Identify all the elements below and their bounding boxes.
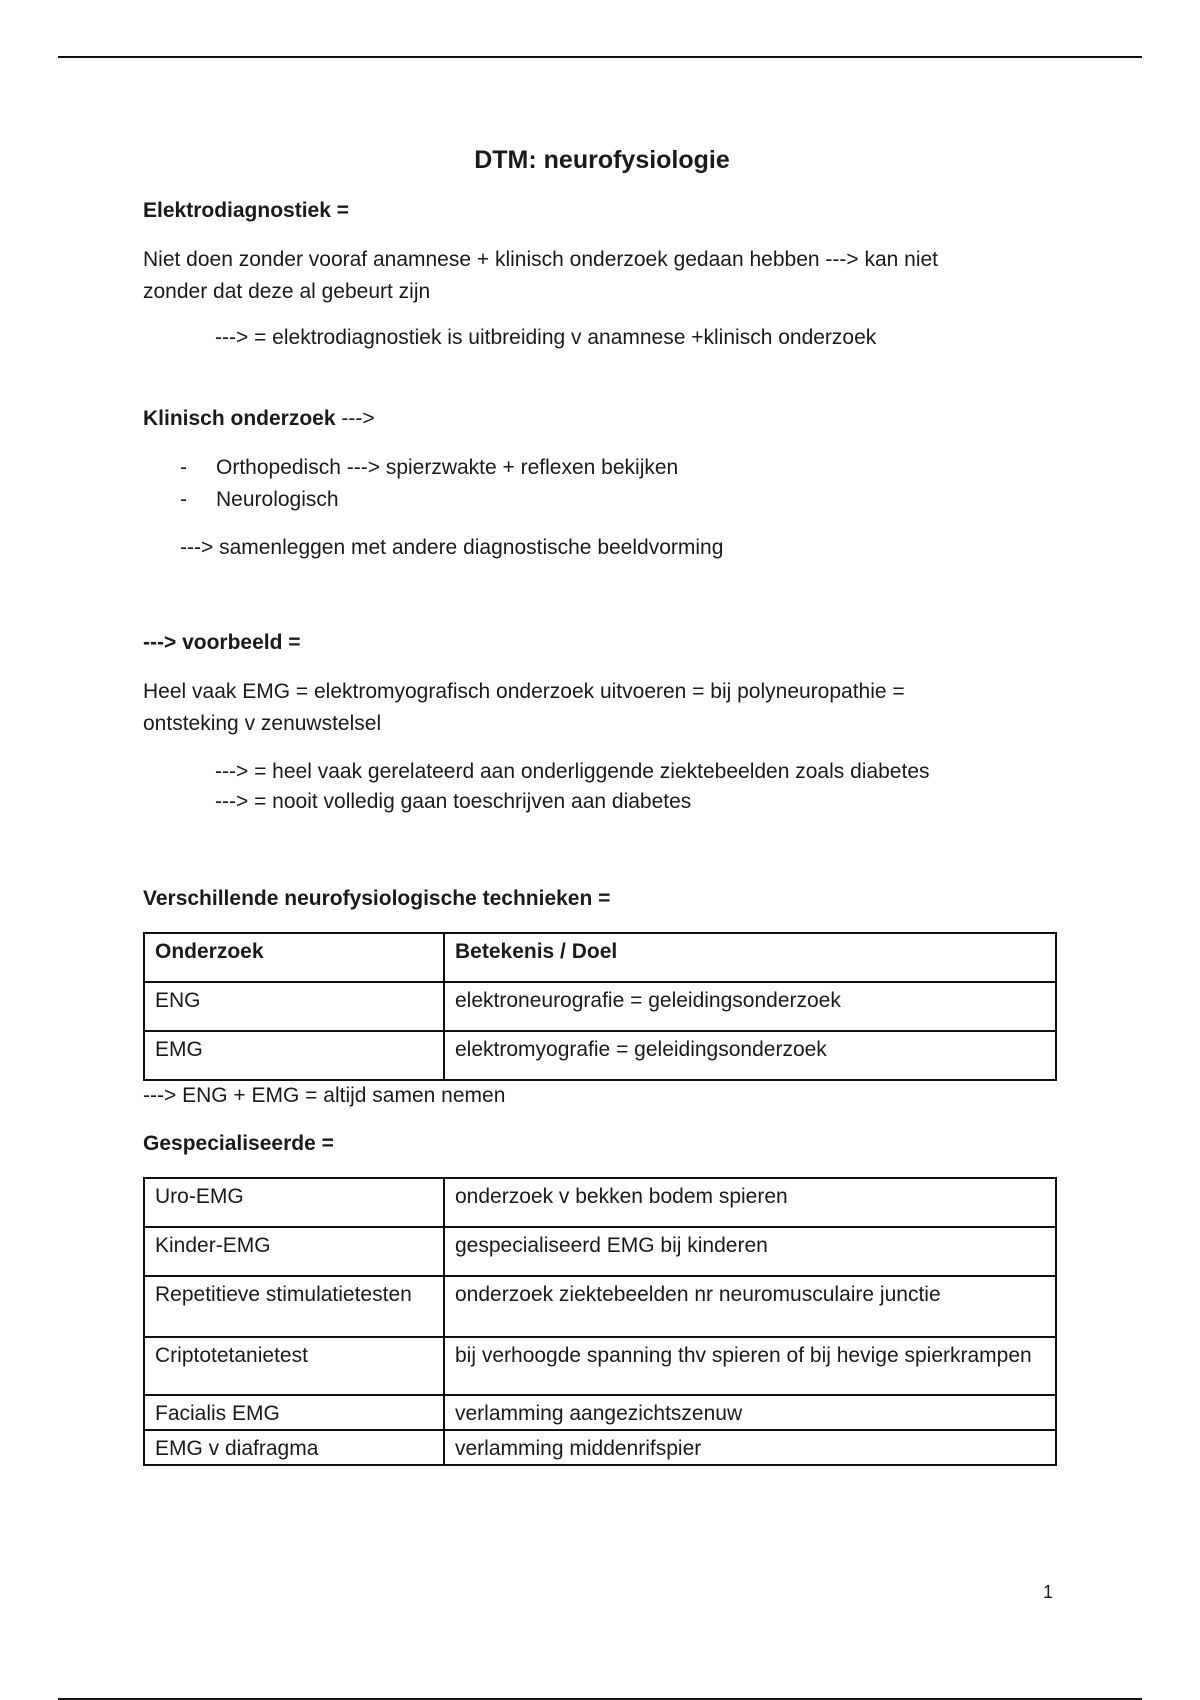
bullet-dash-icon: - <box>180 456 187 479</box>
table-cell: bij verhoogde spanning thv spieren of bij hevige spierkrampen <box>444 1337 1056 1395</box>
table-cell: onderzoek ziektebeelden nr neuromusculaire junctie <box>444 1276 1056 1337</box>
arrow-note: ---> = elektrodiagnostiek is uitbreiding v anamnese +klinisch onderzoek <box>215 326 877 349</box>
table-row <box>144 1395 1056 1430</box>
table-cell: Criptotetanietest <box>144 1337 444 1395</box>
heading-bold-part: Klinisch onderzoek <box>143 407 336 430</box>
arrow-note: ---> samenleggen met andere diagnostische beeldvorming <box>180 536 724 559</box>
table-cell: EMG v diafragma <box>144 1430 444 1465</box>
section-heading-technieken: Verschillende neurofysiologische technieken = <box>143 887 611 910</box>
table-row <box>144 1430 1056 1465</box>
paragraph-line: Niet doen zonder vooraf anamnese + klinisch onderzoek gedaan hebben ---> kan niet <box>143 248 939 271</box>
gespecialiseerde-table <box>143 1177 1057 1466</box>
table-cell: elektromyografie = geleidingsonderzoek <box>444 1031 1056 1080</box>
table-note: ---> ENG + EMG = altijd samen nemen <box>143 1084 506 1107</box>
table-cell: Repetitieve stimulatietesten <box>144 1276 444 1337</box>
table-row <box>144 982 1056 1031</box>
table-row <box>144 1227 1056 1276</box>
section-heading-klinisch <box>143 403 375 435</box>
table-cell: Uro-EMG <box>144 1178 444 1227</box>
technieken-table <box>143 932 1057 1081</box>
table-row <box>144 1178 1056 1227</box>
table-row <box>144 1337 1056 1395</box>
arrow-note: ---> = nooit volledig gaan toeschrijven aan diabetes <box>215 790 692 813</box>
table-cell: gespecialiseerd EMG bij kinderen <box>444 1227 1056 1276</box>
header-rule <box>58 56 1142 58</box>
section-heading-gespecialiseerde: Gespecialiseerde = <box>143 1132 334 1155</box>
table-cell: ENG <box>144 982 444 1031</box>
table-header-cell: Betekenis / Doel <box>444 933 1056 982</box>
list-item-text: Orthopedisch ---> spierzwakte + reflexen bekijken <box>216 456 679 479</box>
table-cell: Kinder-EMG <box>144 1227 444 1276</box>
section-heading-elektrodiagnostiek: Elektrodiagnostiek = <box>143 199 349 222</box>
bullet-dash-icon: - <box>180 488 187 511</box>
page-title: DTM: neurofysiologie <box>474 146 730 174</box>
paragraph-line: zonder dat deze al gebeurt zijn <box>143 280 431 303</box>
paragraph-line: Heel vaak EMG = elektromyografisch onderzoek uitvoeren = bij polyneuropathie = <box>143 680 905 703</box>
table-row <box>144 1031 1056 1080</box>
table-cell: onderzoek v bekken bodem spieren <box>444 1178 1056 1227</box>
table-cell: elektroneurografie = geleidingsonderzoek <box>444 982 1056 1031</box>
table-cell: EMG <box>144 1031 444 1080</box>
table-row <box>144 1276 1056 1337</box>
table-header-row <box>144 933 1056 982</box>
table-header-cell: Onderzoek <box>144 933 444 982</box>
section-heading-voorbeeld: ---> voorbeeld = <box>143 631 301 654</box>
list-item-text: Neurologisch <box>216 488 339 511</box>
paragraph-line: ontsteking v zenuwstelsel <box>143 712 382 735</box>
heading-arrow-part: ---> <box>335 407 375 430</box>
table-cell: Facialis EMG <box>144 1395 444 1430</box>
arrow-note: ---> = heel vaak gerelateerd aan onderliggende ziektebeelden zoals diabetes <box>215 760 930 783</box>
page-number: 1 <box>1043 1582 1054 1602</box>
table-cell: verlamming aangezichtszenuw <box>444 1395 1056 1430</box>
table-cell: verlamming middenrifspier <box>444 1430 1056 1465</box>
